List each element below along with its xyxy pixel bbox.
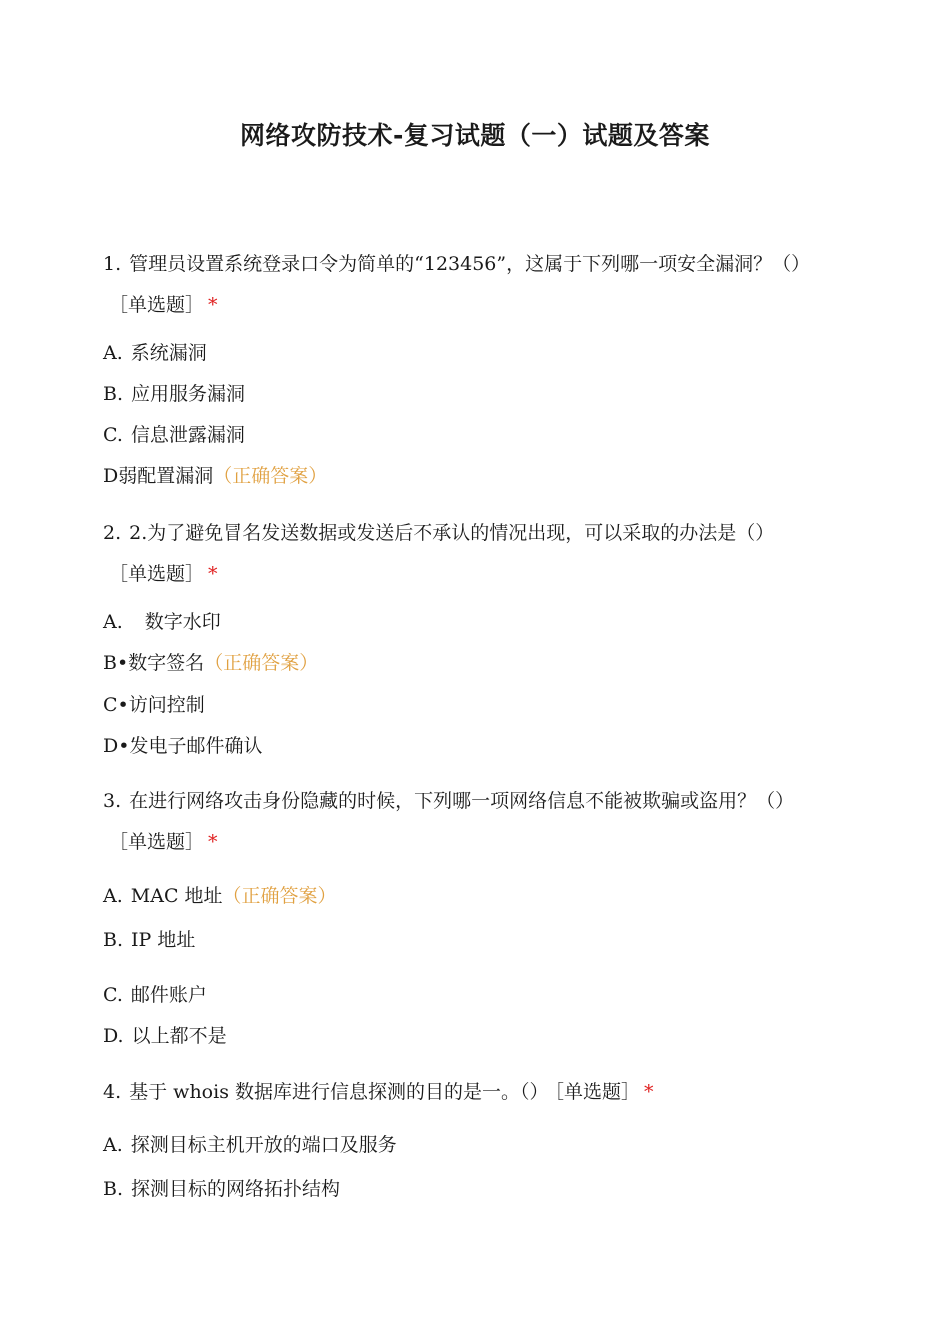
option-text: 数字签名 (128, 652, 205, 674)
option-label: D (103, 465, 119, 487)
question-3-stem (103, 789, 794, 813)
option-text: 系统漏洞 (130, 342, 207, 364)
option-q2-a (103, 610, 221, 634)
option-q3-c (103, 983, 207, 1007)
question-2-stem (103, 521, 774, 545)
question-number: 4. (103, 1081, 122, 1103)
question-number: 3. (103, 790, 122, 812)
option-q3-a (103, 884, 337, 908)
question-text: 基于 whois 数据库进行信息探测的目的是一。（） (129, 1081, 549, 1103)
option-text: 弱配置漏洞 (118, 465, 214, 487)
option-q2-b (103, 651, 318, 675)
option-label: C. (103, 424, 123, 446)
option-text: MAC 地址 (130, 885, 223, 907)
correct-answer-note: （正确答案） (222, 885, 337, 907)
option-q1-c (103, 423, 245, 447)
option-label: B. (103, 1178, 124, 1200)
question-type-tag: ［单选题］ (109, 831, 205, 853)
option-label: D. (103, 1025, 124, 1047)
question-type-tag: ［单选题］ (109, 294, 205, 316)
required-mark: * (208, 831, 218, 853)
question-type-tag: ［单选题］ (109, 563, 205, 585)
option-q3-b (103, 928, 195, 952)
option-label: C• (103, 694, 129, 716)
question-type-tag: ［单选题］ (554, 1081, 641, 1103)
question-2-type (103, 562, 218, 586)
option-q4-b (103, 1177, 340, 1201)
option-text: 探测目标的网络拓扑结构 (131, 1178, 341, 1200)
option-label: A. (103, 342, 123, 364)
option-text: 以上都不是 (131, 1025, 227, 1047)
option-text: 应用服务漏洞 (131, 383, 246, 405)
option-q1-b (103, 382, 245, 406)
question-1-stem (103, 252, 810, 276)
option-text: 信息泄露漏洞 (130, 424, 245, 446)
option-q2-d (103, 734, 262, 758)
option-label: A. (103, 1134, 123, 1156)
option-q1-d (103, 464, 327, 488)
question-text: 在进行网络攻击身份隐藏的时候，下列哪一项网络信息不能被欺骗或盗用？（） (129, 790, 795, 812)
correct-answer-note: （正确答案） (213, 465, 328, 487)
option-label: C. (103, 984, 123, 1006)
option-label: B. (103, 929, 124, 951)
option-label: B. (103, 383, 124, 405)
question-number: 2. (103, 522, 122, 544)
question-text: 2.为了避免冒名发送数据或发送后不承认的情况出现，可以采取的办法是（） (129, 522, 775, 544)
required-mark: * (208, 294, 218, 316)
document-title: 网络攻防技术-复习试题（一）试题及答案 (240, 121, 710, 150)
correct-answer-note: （正确答案） (204, 652, 319, 674)
option-text: 邮件账户 (130, 984, 207, 1006)
question-text: 管理员设置系统登录口令为简单的“123456”，这属于下列哪一项安全漏洞？（） (129, 253, 811, 275)
option-q1-a (103, 341, 207, 365)
option-q3-d (103, 1024, 227, 1048)
option-text: 访问控制 (128, 694, 205, 716)
required-mark: * (644, 1081, 654, 1103)
option-label: A. (103, 611, 123, 633)
option-text: IP 地址 (131, 929, 196, 951)
option-text: 数字水印 (144, 611, 221, 633)
option-text: 发电子邮件确认 (129, 735, 263, 757)
option-label: A. (103, 885, 123, 907)
question-3-type (103, 830, 218, 854)
option-label: B• (103, 652, 129, 674)
option-q4-a (103, 1133, 397, 1157)
option-q2-c (103, 693, 205, 717)
question-number: 1. (103, 253, 122, 275)
question-4-stem (103, 1080, 654, 1104)
required-mark: * (208, 563, 218, 585)
option-label: D• (103, 735, 130, 757)
option-text: 探测目标主机开放的端口及服务 (130, 1134, 397, 1156)
question-1-type (103, 293, 218, 317)
